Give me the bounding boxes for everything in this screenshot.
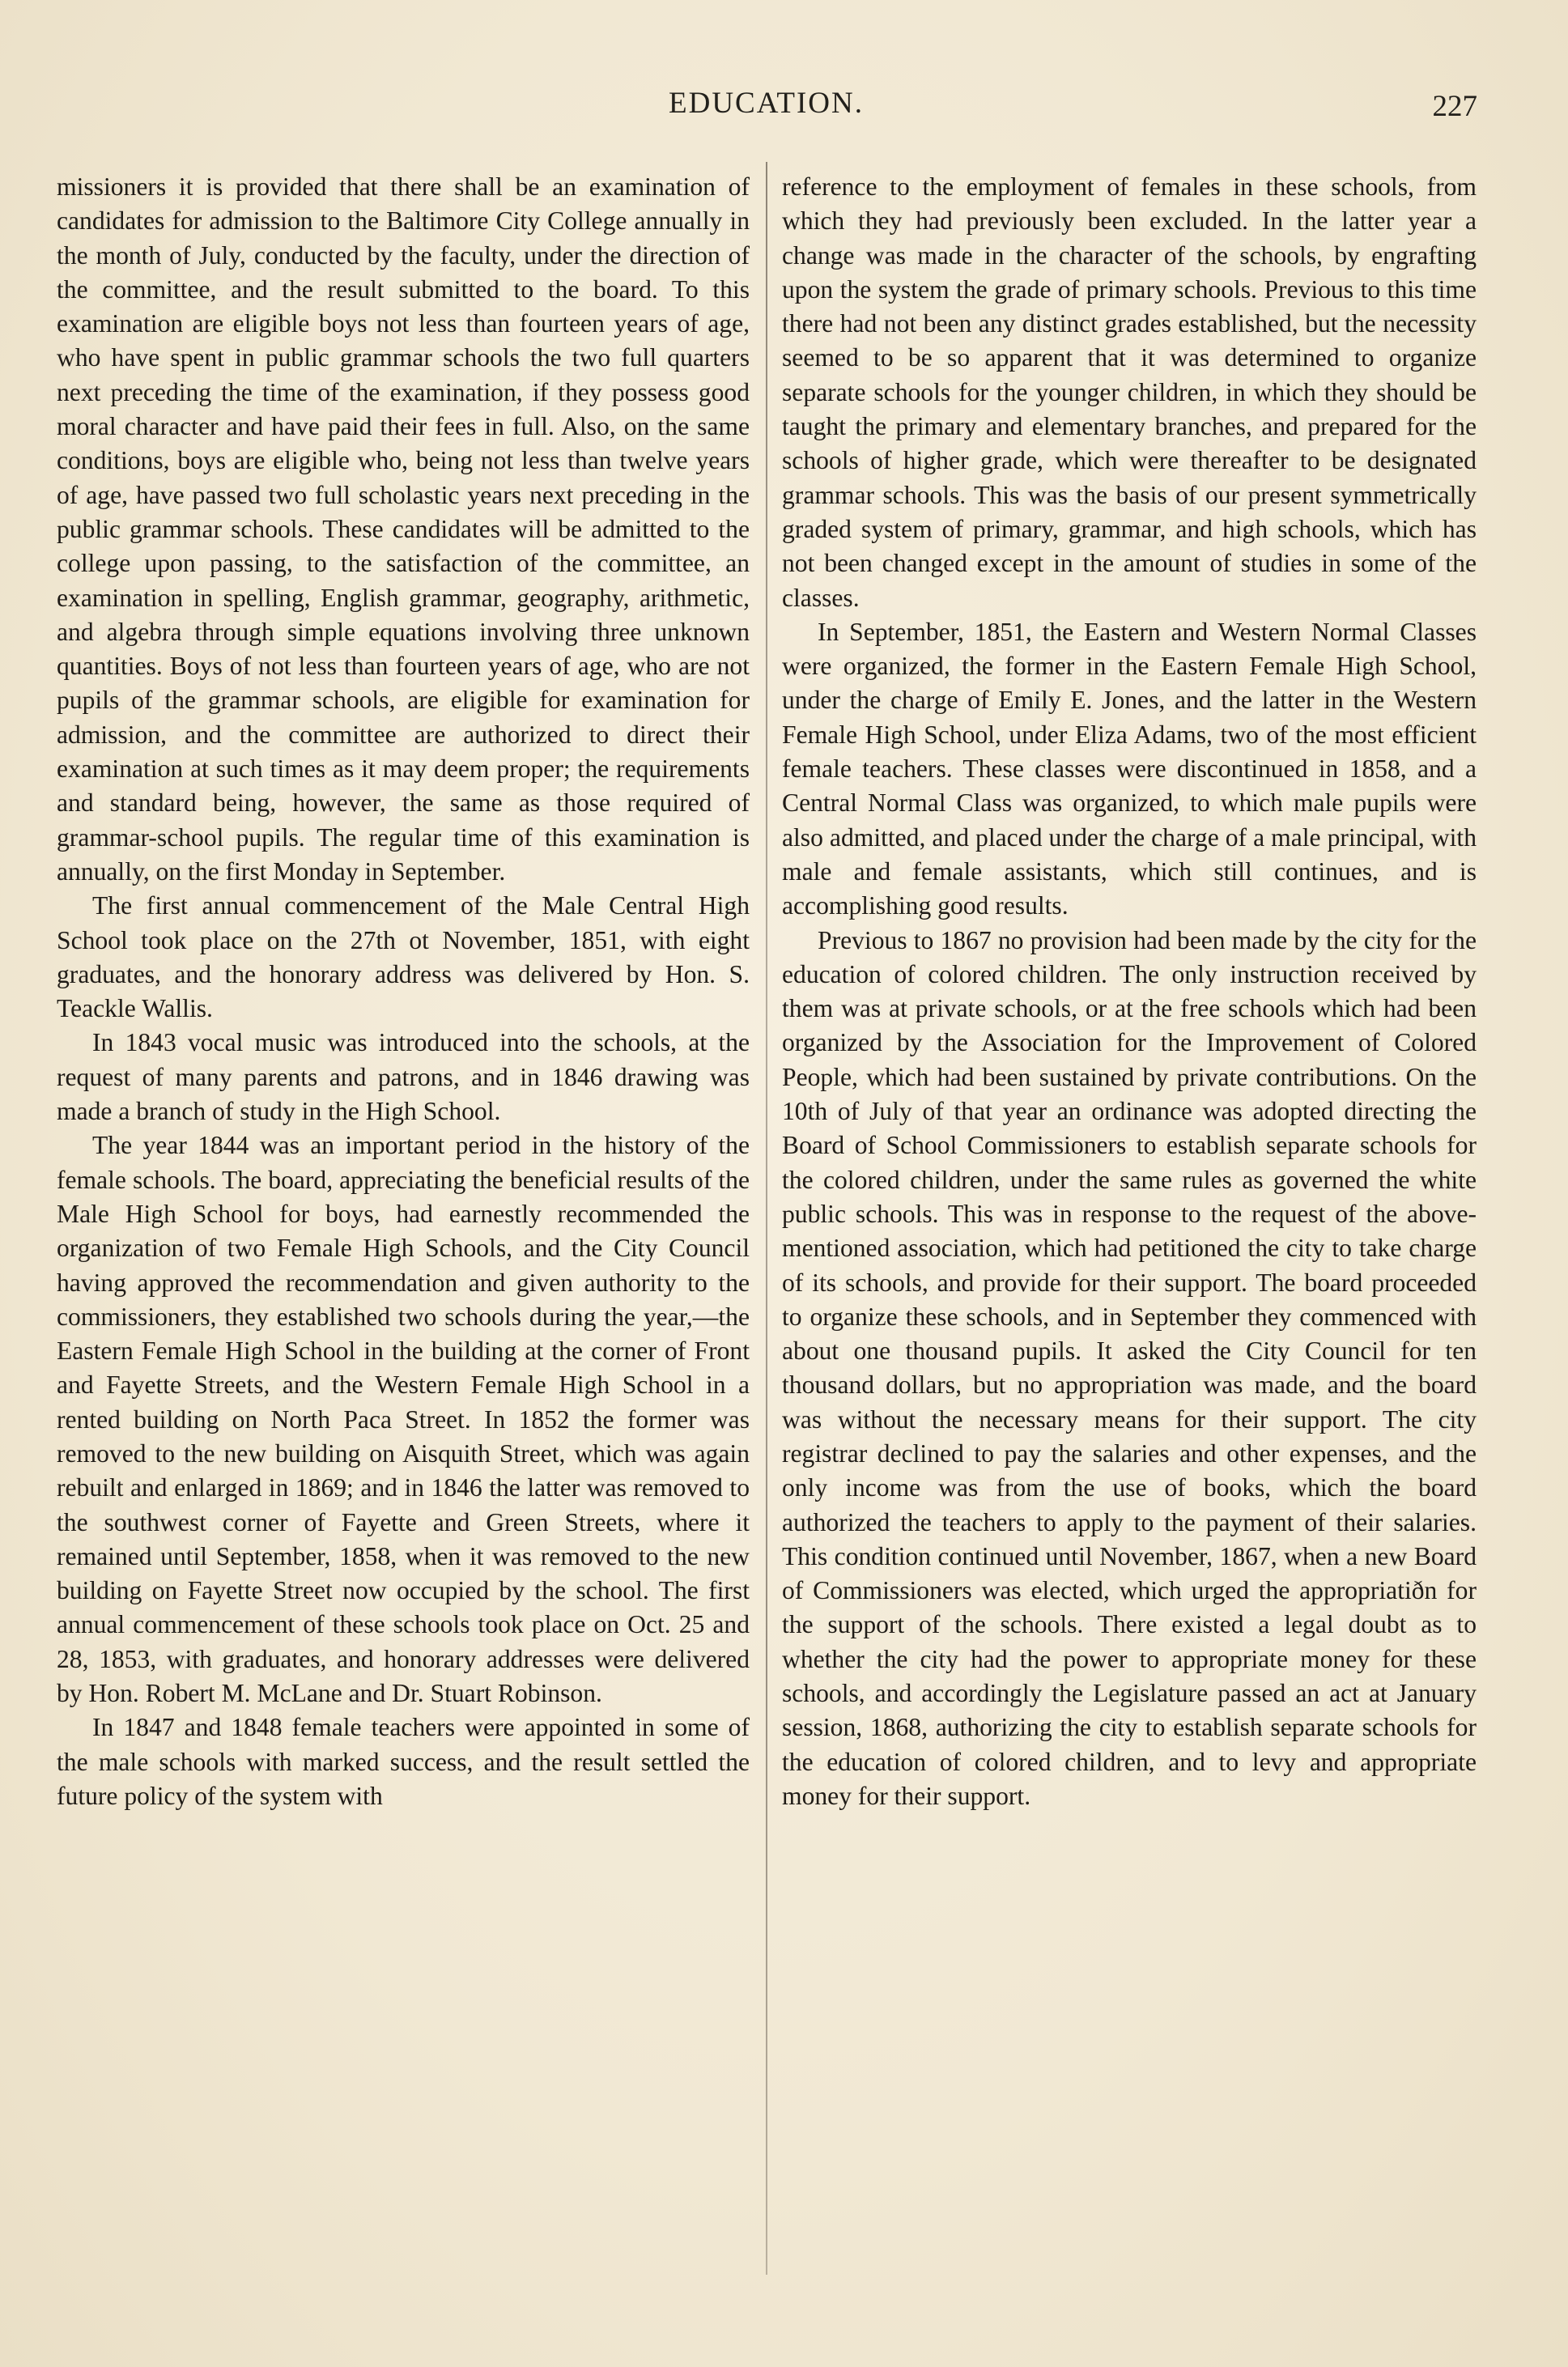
paragraph: In 1847 and 1848 female teachers were appointed in some of the male schools with marked success, and the result settled the future policy of the system with xyxy=(57,1713,750,1810)
right-column xyxy=(782,170,1477,1813)
paragraph: Previous to 1867 no provision had been made by the city for the education of colored children. The only instruction received by them was at private schools, or at the free schools which had been organized by the Association for the Improvement of Colored People, which had been sustained by private contributions. On the 10th of July of that year an ordinance was adopted directing the Board of School Commissioners to establish separate schools for the colored children, under the same rules as governed the white public schools. This was in response to the request of the above-mentioned association, which had petitioned the city to take charge of its schools, and provide for their support. The board proceeded to organize these schools, and in September they commenced with about one thousand pupils. It asked the City Council for ten thousand dollars, but no appropriation was made, and the board was without the necessary means for their support. The city registrar declined to pay the salaries and other expenses, and the only income was from the use of books, which the board authorized the teachers to apply to the payment of their salaries. This condition continued until November, 1867, when a new Board of Commissioners was elected, which urged the appropriatiðn for the support of the schools. There existed a legal doubt as to whether the city had the power to appropriate money for these schools, and accordingly the Legislature passed an act at January session, 1868, authorizing the city to establish separate schools for the education of colored children, and to levy and appropriate money for their support. xyxy=(782,925,1477,1810)
left-column xyxy=(57,170,750,1813)
paragraph: missioners it is provided that there shall be an examination of candidates for admission to the Baltimore City College annually in the month of July, conducted by the faculty, under the direction of the committee, and the result submitted to the board. To this examination are eligible boys not less than fourteen years of age, who have spent in public grammar schools the two full quarters next preceding the time of the examination, if they possess good moral character and have paid their fees in full. Also, on the same conditions, boys are eligible who, being not less than twelve years of age, have passed two full scholastic years next preceding in the public grammar schools. These candidates will be admitted to the college upon passing, to the satisfaction of the committee, an examination in spelling, English grammar, geography, arithmetic, and algebra through simple equations involving three unknown quantities. Boys of not less than fourteen years of age, who are not pupils of the grammar schools, are eligible for examination for admission, and the committee are authorized to direct their examination at such times as it may deem proper; the requirements and standard being, however, the same as those required of grammar-school pupils. The regular time of this examination is annually, on the first Monday in September. xyxy=(57,172,750,886)
paragraph: The year 1844 was an important period in the history of the female schools. The board, appreciating the beneficial results of the Male High School for boys, had earnestly recommended the organization of two Female High Schools, and the City Council having approved the recommendation and given authority to the commissioners, they established two schools during the year,—the Eastern Female High School in the building at the corner of Front and Fayette Streets, and the Western Female High School in a rented building on North Paca Street. In 1852 the former was removed to the new building on Aisquith Street, which was again rebuilt and enlarged in 1869; and in 1846 the latter was removed to the southwest corner of Fayette and Green Streets, where it remained until September, 1858, when it was removed to the new building on Fayette Street now occupied by the school. The first annual commencement of these schools took place on Oct. 25 and 28, 1853, with graduates, and honorary addresses were delivered by Hon. Robert M. McLane and Dr. Stuart Robinson. xyxy=(57,1131,750,1708)
paragraph: In September, 1851, the Eastern and Western Normal Classes were organized, the former in the Eastern Female High School, under the charge of Emily E. Jones, and the latter in the Western Female High School, under Eliza Adams, two of the most efficient female teachers. These classes were discontinued in 1858, and a Central Normal Class was organized, to which male pupils were also admitted, and placed under the charge of a male principal, with male and female assistants, which still continues, and is accomplishing good results. xyxy=(782,617,1477,920)
paragraph: In 1843 vocal music was introduced into the schools, at the request of many parents and patrons, and in 1846 drawing was made a branch of study in the High School. xyxy=(57,1028,750,1126)
running-head xyxy=(55,86,1477,128)
paragraph: The first annual commencement of the Male Central High School took place on the 27th ot November, 1851, with eight graduates, and the honorary address was delivered by Hon. S. Teackle Wallis. xyxy=(57,891,750,1023)
paragraph: reference to the employment of females in these schools, from which they had previously been excluded. In the latter year a change was made in the character of the schools, by engrafting upon the system the grade of primary schools. Previous to this time there had not been any distinct grades established, but the necessity seemed to be so apparent that it was determined to organize separate schools for the younger children, in which they should be taught the primary and elementary branches, and prepared for the schools of higher grade, which were thereafter to be designated grammar schools. This was the basis of our present symmetrically graded system of primary, grammar, and high schools, which has not been changed except in the amount of studies in some of the classes. xyxy=(782,172,1477,612)
running-title: EDUCATION. xyxy=(669,87,864,120)
column-divider xyxy=(766,162,767,2275)
page-number: 227 xyxy=(1432,90,1477,123)
